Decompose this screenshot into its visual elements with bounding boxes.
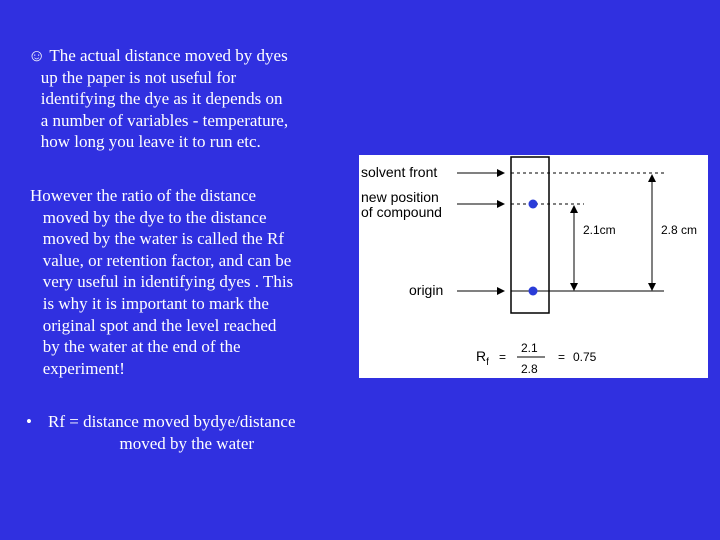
paragraph-variables (28, 45, 288, 153)
paragraph1-line5: how long you leave it to run etc. (40, 132, 261, 152)
paragraph1-line2: up the paper is not useful for (40, 67, 237, 87)
origin-spot (529, 287, 538, 296)
paragraph2-line5: very useful in identifying dyes . This (42, 272, 294, 292)
paragraph2-line1: However the ratio of the distance (30, 186, 257, 205)
paragraph2-line9: experiment! (42, 358, 125, 378)
diagram-svg (359, 155, 708, 378)
paragraph2-line3: moved by the water is called the Rf (42, 229, 284, 249)
dye-spot (529, 200, 538, 209)
paragraph1-line1: The actual distance moved by dyes (49, 46, 288, 65)
bullet-line2: moved by the water (119, 433, 255, 453)
label-new-position: new position (361, 189, 439, 205)
bullet-line1: Rf = distance moved bydye/distance (48, 412, 296, 431)
formula-equals: = (499, 350, 507, 364)
formula-equals2: = (558, 350, 566, 364)
paragraph2-line2: moved by the dye to the distance (42, 207, 267, 227)
formula-result: 0.75 (573, 350, 597, 364)
label-solvent-front: solvent front (361, 164, 438, 180)
bullet-icon: • (26, 412, 32, 431)
paragraph2-line7: original spot and the level reached (42, 315, 277, 335)
formula-denominator: 2.8 (521, 362, 538, 376)
label-of-compound: of compound (361, 204, 442, 220)
formula-numerator: 2.1 (521, 341, 538, 355)
label-dye-distance: 2.1cm (583, 223, 616, 237)
formula-rf-symbol: $R_f$ (476, 348, 489, 368)
label-origin: origin (409, 282, 444, 298)
paragraph2-line4: value, or retention factor, and can be (42, 250, 292, 270)
label-solvent-distance: 2.8 cm (661, 223, 698, 237)
paragraph2-line8: by the water at the end of the (42, 337, 241, 357)
paragraph1-line3: identifying the dye as it depends on (40, 89, 283, 109)
bullet-rf-formula (26, 411, 296, 454)
paragraph2-line6: is why it is important to mark the (42, 293, 269, 313)
chromatography-diagram (359, 155, 708, 378)
paragraph-rf-value (30, 185, 293, 379)
paragraph1-line4: a number of variables - temperature, (40, 110, 289, 130)
smiley-icon: ☺ (28, 46, 46, 65)
